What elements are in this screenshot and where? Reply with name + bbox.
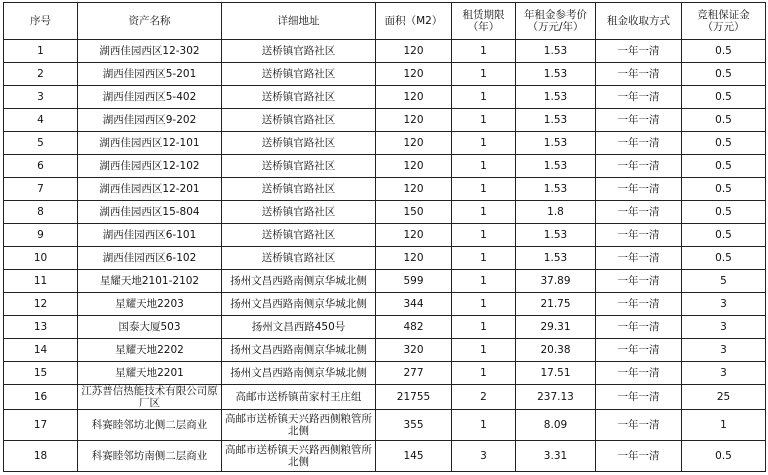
cell-name: 湖西佳园西区12-302	[78, 40, 222, 63]
cell-method: 一年一清	[596, 86, 682, 109]
cell-name: 国泰大厦503	[78, 316, 222, 339]
table-row	[4, 339, 766, 362]
cell-address: 送桥镇官路社区	[222, 224, 376, 247]
cell-method: 一年一清	[596, 63, 682, 86]
cell-term: 1	[452, 247, 516, 270]
cell-deposit: 0.5	[682, 63, 766, 86]
cell-term: 1	[452, 270, 516, 293]
cell-term: 3	[452, 441, 516, 472]
cell-deposit: 0.5	[682, 224, 766, 247]
cell-area: 120	[376, 86, 452, 109]
table-row	[4, 63, 766, 86]
cell-term: 1	[452, 316, 516, 339]
cell-deposit: 1	[682, 410, 766, 441]
asset-lease-table	[3, 2, 766, 472]
cell-deposit: 0.5	[682, 155, 766, 178]
cell-rent: 1.53	[516, 132, 596, 155]
cell-rent: 1.53	[516, 86, 596, 109]
cell-seq: 16	[4, 385, 78, 410]
cell-address: 扬州文昌西路南侧京华城北侧	[222, 270, 376, 293]
cell-seq: 5	[4, 132, 78, 155]
cell-rent: 1.53	[516, 224, 596, 247]
cell-seq: 2	[4, 63, 78, 86]
cell-rent: 1.53	[516, 178, 596, 201]
cell-method: 一年一清	[596, 247, 682, 270]
cell-area: 120	[376, 40, 452, 63]
cell-seq: 6	[4, 155, 78, 178]
cell-address: 扬州文昌西路南侧京华城北侧	[222, 362, 376, 385]
cell-area: 120	[376, 109, 452, 132]
cell-area: 482	[376, 316, 452, 339]
cell-deposit: 0.5	[682, 178, 766, 201]
cell-name: 湖西佳园西区12-102	[78, 155, 222, 178]
header-rent-line1: 年租金参考价	[524, 9, 587, 21]
cell-rent: 1.53	[516, 155, 596, 178]
header-term	[452, 3, 516, 40]
cell-seq: 13	[4, 316, 78, 339]
cell-method: 一年一清	[596, 385, 682, 410]
table-row	[4, 40, 766, 63]
cell-name: 科赛睦邻坊南侧二层商业	[78, 441, 222, 472]
cell-address: 扬州文昌西路南侧京华城北侧	[222, 339, 376, 362]
cell-method: 一年一清	[596, 109, 682, 132]
cell-deposit: 0.5	[682, 441, 766, 472]
cell-deposit: 25	[682, 385, 766, 410]
cell-address: 送桥镇官路社区	[222, 178, 376, 201]
asset-table-container	[3, 2, 765, 472]
cell-seq: 8	[4, 201, 78, 224]
cell-rent: 8.09	[516, 410, 596, 441]
table-row	[4, 362, 766, 385]
header-rent-line2: （万元/年）	[527, 21, 584, 33]
table-header-row	[4, 3, 766, 40]
cell-name: 科赛睦邻坊北侧二层商业	[78, 410, 222, 441]
cell-deposit: 5	[682, 270, 766, 293]
cell-name: 星耀天地2202	[78, 339, 222, 362]
cell-method: 一年一清	[596, 441, 682, 472]
cell-seq: 12	[4, 293, 78, 316]
cell-seq: 18	[4, 441, 78, 472]
table-row	[4, 109, 766, 132]
cell-term: 1	[452, 132, 516, 155]
cell-rent: 1.53	[516, 109, 596, 132]
cell-method: 一年一清	[596, 224, 682, 247]
header-area: 面积（M2）	[376, 3, 452, 40]
table-row	[4, 441, 766, 472]
cell-address: 送桥镇官路社区	[222, 201, 376, 224]
cell-area: 150	[376, 201, 452, 224]
cell-method: 一年一清	[596, 410, 682, 441]
cell-rent: 29.31	[516, 316, 596, 339]
cell-name: 湖西佳园西区15-804	[78, 201, 222, 224]
cell-name: 湖西佳园西区5-402	[78, 86, 222, 109]
cell-name: 星耀天地2101-2102	[78, 270, 222, 293]
table-row	[4, 385, 766, 410]
cell-name: 湖西佳园西区12-201	[78, 178, 222, 201]
cell-term: 1	[452, 201, 516, 224]
cell-term: 2	[452, 385, 516, 410]
cell-name: 星耀天地2203	[78, 293, 222, 316]
cell-address: 扬州文昌西路450号	[222, 316, 376, 339]
cell-name: 星耀天地2201	[78, 362, 222, 385]
cell-address: 扬州文昌西路南侧京华城北侧	[222, 293, 376, 316]
cell-address: 送桥镇官路社区	[222, 40, 376, 63]
cell-seq: 3	[4, 86, 78, 109]
header-name: 资产名称	[78, 3, 222, 40]
cell-rent: 37.89	[516, 270, 596, 293]
cell-term: 1	[452, 40, 516, 63]
cell-rent: 3.31	[516, 441, 596, 472]
cell-name: 江苏普信热能技术有限公司原厂区	[78, 385, 222, 410]
cell-area: 320	[376, 339, 452, 362]
cell-method: 一年一清	[596, 339, 682, 362]
table-row	[4, 410, 766, 441]
cell-name: 湖西佳园西区6-102	[78, 247, 222, 270]
cell-term: 1	[452, 178, 516, 201]
cell-rent: 1.53	[516, 40, 596, 63]
cell-rent: 1.8	[516, 201, 596, 224]
cell-area: 145	[376, 441, 452, 472]
cell-address: 高邮市送桥镇天兴路西侧粮管所北侧	[222, 410, 376, 441]
cell-rent: 237.13	[516, 385, 596, 410]
cell-term: 1	[452, 155, 516, 178]
cell-address: 送桥镇官路社区	[222, 109, 376, 132]
cell-seq: 9	[4, 224, 78, 247]
cell-seq: 4	[4, 109, 78, 132]
cell-seq: 11	[4, 270, 78, 293]
table-row	[4, 86, 766, 109]
cell-seq: 14	[4, 339, 78, 362]
cell-area: 120	[376, 155, 452, 178]
table-row	[4, 132, 766, 155]
cell-area: 21755	[376, 385, 452, 410]
cell-deposit: 0.5	[682, 201, 766, 224]
cell-area: 120	[376, 132, 452, 155]
cell-address: 高邮市送桥镇天兴路西侧粮管所北侧	[222, 441, 376, 472]
cell-name: 湖西佳园西区5-201	[78, 63, 222, 86]
cell-method: 一年一清	[596, 132, 682, 155]
header-deposit-line1: 竞租保证金	[697, 9, 750, 21]
cell-name: 湖西佳园西区9-202	[78, 109, 222, 132]
cell-area: 599	[376, 270, 452, 293]
table-row	[4, 247, 766, 270]
header-seq: 序号	[4, 3, 78, 40]
table-row	[4, 155, 766, 178]
cell-deposit: 0.5	[682, 86, 766, 109]
cell-method: 一年一清	[596, 40, 682, 63]
cell-address: 高邮市送桥镇苗家村王庄组	[222, 385, 376, 410]
cell-term: 1	[452, 362, 516, 385]
cell-method: 一年一清	[596, 293, 682, 316]
table-row	[4, 293, 766, 316]
cell-rent: 21.75	[516, 293, 596, 316]
cell-name: 湖西佳园西区6-101	[78, 224, 222, 247]
cell-deposit: 0.5	[682, 109, 766, 132]
cell-area: 277	[376, 362, 452, 385]
cell-area: 120	[376, 63, 452, 86]
cell-term: 1	[452, 224, 516, 247]
header-term-line1: 租赁期限	[462, 9, 505, 21]
table-row	[4, 270, 766, 293]
cell-area: 120	[376, 247, 452, 270]
cell-area: 355	[376, 410, 452, 441]
cell-address: 送桥镇官路社区	[222, 86, 376, 109]
cell-method: 一年一清	[596, 270, 682, 293]
cell-address: 送桥镇官路社区	[222, 63, 376, 86]
cell-term: 1	[452, 293, 516, 316]
cell-term: 1	[452, 109, 516, 132]
cell-deposit: 3	[682, 362, 766, 385]
header-deposit-line2: （万元）	[702, 21, 745, 33]
table-row	[4, 224, 766, 247]
cell-term: 1	[452, 63, 516, 86]
cell-rent: 17.51	[516, 362, 596, 385]
cell-term: 1	[452, 86, 516, 109]
header-address: 详细地址	[222, 3, 376, 40]
cell-seq: 1	[4, 40, 78, 63]
cell-area: 120	[376, 224, 452, 247]
header-rent	[516, 3, 596, 40]
cell-seq: 17	[4, 410, 78, 441]
cell-term: 1	[452, 410, 516, 441]
cell-rent: 20.38	[516, 339, 596, 362]
cell-name: 湖西佳园西区12-101	[78, 132, 222, 155]
cell-area: 344	[376, 293, 452, 316]
cell-deposit: 0.5	[682, 247, 766, 270]
cell-seq: 10	[4, 247, 78, 270]
cell-deposit: 3	[682, 339, 766, 362]
table-row	[4, 178, 766, 201]
cell-area: 120	[376, 178, 452, 201]
cell-deposit: 3	[682, 293, 766, 316]
cell-method: 一年一清	[596, 362, 682, 385]
header-deposit	[682, 3, 766, 40]
cell-rent: 1.53	[516, 63, 596, 86]
cell-address: 送桥镇官路社区	[222, 247, 376, 270]
cell-term: 1	[452, 339, 516, 362]
header-method: 租金收取方式	[596, 3, 682, 40]
cell-seq: 7	[4, 178, 78, 201]
cell-deposit: 0.5	[682, 40, 766, 63]
cell-address: 送桥镇官路社区	[222, 132, 376, 155]
cell-method: 一年一清	[596, 155, 682, 178]
cell-deposit: 3	[682, 316, 766, 339]
header-term-line2: （年）	[467, 21, 500, 33]
cell-address: 送桥镇官路社区	[222, 155, 376, 178]
table-row	[4, 316, 766, 339]
cell-method: 一年一清	[596, 178, 682, 201]
cell-deposit: 0.5	[682, 132, 766, 155]
cell-method: 一年一清	[596, 201, 682, 224]
table-row	[4, 201, 766, 224]
cell-method: 一年一清	[596, 316, 682, 339]
cell-rent: 1.53	[516, 247, 596, 270]
cell-seq: 15	[4, 362, 78, 385]
